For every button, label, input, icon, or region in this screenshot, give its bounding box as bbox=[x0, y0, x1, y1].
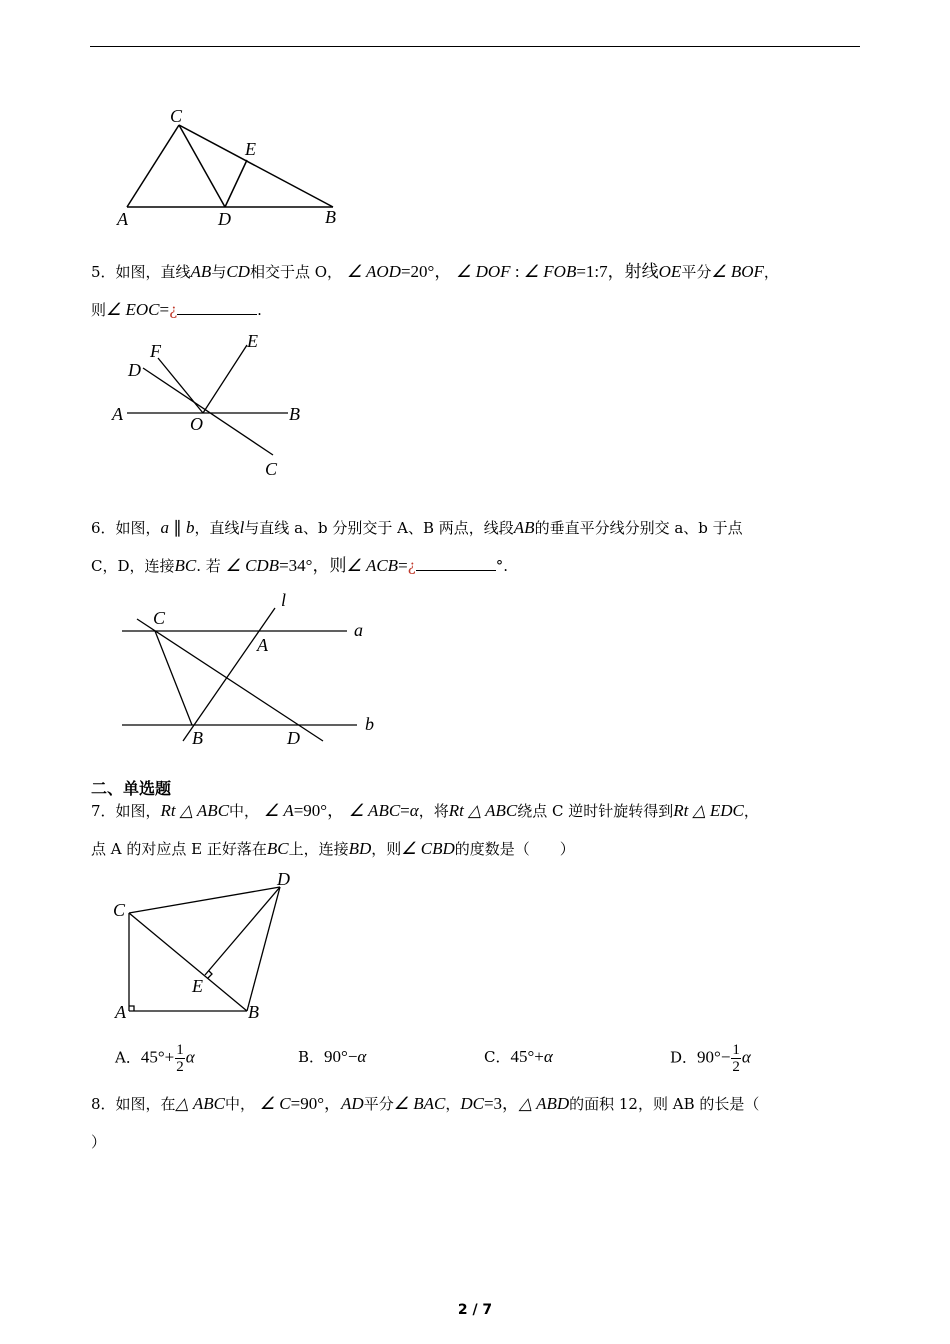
header-rule bbox=[90, 46, 860, 47]
label-b-line: b bbox=[365, 714, 374, 734]
q7-figure bbox=[105, 865, 305, 1025]
label-d: D bbox=[218, 209, 231, 229]
label-c: C bbox=[113, 900, 126, 920]
option-b[interactable]: B．90°−α bbox=[298, 1047, 367, 1066]
label-c: C bbox=[153, 608, 166, 628]
section-heading: 二、单选题 bbox=[91, 779, 172, 798]
q7-line2: 点 A 的对应点 E 正好落在BC上，连接BD，则∠ CBD的度数是（ ） bbox=[91, 839, 575, 858]
option-d[interactable]: D．90°− $\frac{1}{2}$ α bbox=[670, 1042, 751, 1075]
q5-line2: 则∠ EOC=¿ . bbox=[91, 300, 262, 319]
q8-line1: 8．如图，在△ ABC中， ∠ C=90°，AD平分∠ BAC，DC=3，△ ABD的面积 12，则 AB 的长是（ bbox=[91, 1094, 760, 1113]
option-c[interactable]: C．45°+α bbox=[484, 1047, 553, 1066]
label-b-point: B bbox=[192, 728, 203, 748]
fraction: $\frac{1}{2}$ bbox=[176, 1042, 184, 1075]
answer-blank bbox=[416, 556, 496, 571]
q6-line2: C，D，连接BC. 若 ∠ CDB=34°，则∠ ACB=¿ °. bbox=[91, 556, 508, 575]
label-d: D bbox=[128, 360, 141, 380]
label-a: A bbox=[117, 209, 128, 229]
q4-figure bbox=[110, 100, 360, 235]
label-o: O bbox=[190, 414, 203, 434]
q6-line1: 6．如图，a ∥ b，直线l与直线 a、b 分别交于 A、B 两点，线段AB的垂直平分线分别交 a、b 于点 bbox=[91, 518, 743, 537]
label-e: E bbox=[247, 331, 258, 351]
label-l: l bbox=[281, 590, 287, 610]
label-b: B bbox=[325, 207, 336, 227]
label-d: D bbox=[287, 728, 300, 748]
label-f: F bbox=[150, 341, 161, 361]
label-a: A bbox=[115, 1002, 126, 1022]
option-a[interactable]: A．45°+ $\frac{1}{2}$ α bbox=[115, 1042, 195, 1075]
label-c: C bbox=[265, 459, 278, 479]
label-a-point: A bbox=[257, 635, 268, 655]
q8-line2: ） bbox=[91, 1133, 107, 1151]
page-number: 2 / 7 bbox=[457, 1302, 493, 1318]
label-e: E bbox=[245, 139, 256, 159]
answer-blank bbox=[177, 300, 257, 315]
label-a: A bbox=[112, 404, 123, 424]
label-b: B bbox=[248, 1002, 259, 1022]
label-b: B bbox=[289, 404, 300, 424]
label-e: E bbox=[192, 976, 203, 996]
q7-line1: 7．如图，Rt △ ABC中， ∠ A=90°， ∠ ABC=α，将Rt △ ABC绕点 C 逆时针旋转得到Rt △ EDC， bbox=[91, 801, 759, 820]
fraction: $\frac{1}{2}$ bbox=[732, 1042, 740, 1075]
q6-figure bbox=[115, 590, 385, 750]
label-a-line: a bbox=[354, 620, 363, 640]
q5-figure bbox=[105, 325, 325, 485]
label-d: D bbox=[277, 869, 290, 889]
label-c: C bbox=[170, 106, 183, 126]
q5-line1: 5．如图，直线AB与CD相交于点 O， ∠ AOD=20°， ∠ DOF : ∠ FOB=1:7，射线OE平分∠ BOF， bbox=[91, 262, 779, 281]
